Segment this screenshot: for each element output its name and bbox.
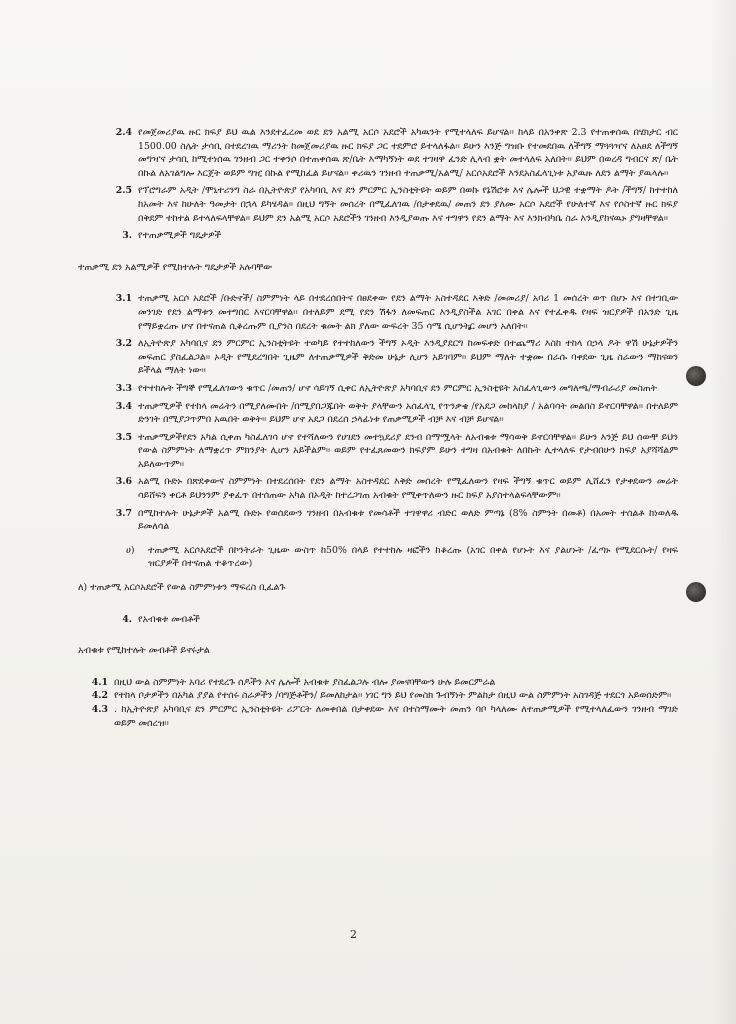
clause-text: አልሚ ቡድኑ በጽደቀውና ስምምነት በተደረሰበት የደን ልማት አስተዳደር እቅድ መሰረት የሚፈለውን የዛፍ ችግኝ ቁጥር ወይም ሊሸፈን የታቀደውን መሬት ሳይሸፍን ቀርቶ ይህንንም ያቀፈጥ በተሰጠው አካል በኦዲት ከተረጋገጠ አብቁት የሚቀጥለውን ዙር ክፍያ አያስተላልፍላቸውም፡፡ — [138, 476, 678, 502]
section-title: የተጠቃሚዎች ግዴታዎች — [138, 230, 222, 242]
clause-text: ተጠቃሚዎችየደን አካል ሲቀጠ ካስፈለገሳ ሆኖ የተሻለውን የሀገደን መተኳደሪያ ደንብ በማሟላት ለአብቁቱ ማሳወቅ ይኖርባቸዋል፡፡ ይሁን እንጅ ይህ ሰውቸ ይህን የውል ስምምነት ለማቋረጥ ምክንያት ሊሆን አይችልም፡፡ ወይም የተፈጸመውን ክፍያም ይሁን ተግዛ በአብቁት ለበኩት ሊተላለፍ የታብበሁን ክፍያ አያሻሻልም አይለውጥም፡፡ — [138, 431, 678, 470]
clause-text: በሚከተሉት ሁኔታዎች አልሚ ቡድኑ የወሰደውን ገንዘብ በአብቁቱ የመሳቶች ተገዋዋሪ ብድር ወለድ ምጣኔ (8% ስምንት በመቶ) በአመት ተሰልቶ ከነወለዱ ይመለሳል — [138, 507, 678, 533]
document-body — [78, 126, 678, 730]
sub-clause-marker: ሀ) — [126, 544, 135, 556]
clause-3-7 — [102, 507, 678, 534]
clause-number: 3.3 — [115, 382, 132, 394]
clause-4-3 — [78, 703, 678, 730]
punch-hole — [686, 582, 706, 602]
heading-text: ተጠቃሚ ደን አልሚዎች የሚከተሉት ግዴታዎች አሉባቸው — [78, 261, 273, 273]
clause-3-3 — [102, 382, 678, 396]
page-fold-shadow — [710, 0, 736, 1024]
clause-2-5 — [102, 184, 678, 225]
clause-text: የመጀመሪያዉ ዙር ክፍያ ይህ ዉል እንደተፈረመ ወደ ደን አልሚ አርሶ አደሮች አካዉንት የሚተላለፍ ይሆናል፡፡ ከላይ በአንቀጽ 2.3 የተጠቀሰዉ በሄክታር ብር 1500.00 ስሌት ታሳቢ በተደረገዉ ማሪንት ከመጀመሪያዉ ዙር ክፍያ ጋር ተደምሮ ይተላለፋል፡፡ ይሁን እንጅ ግዝቡ የተመደበዉ ለችግኝ ማጓጓዣና ለአፀደ ለችግኝ መግዣና ታሳቢ ከሚተነሰዉ ገንዘብ ጋር ተቀንሶ በተጠቀሰዉ ጽ/ቤት እማካኝነት ወደ ተገዛዋ ፈንድ ሊላብ ቋት መተላለፍ አለበት፡፡ ይህም በወረዳ ግብርና ጽ/ ቤት በኩል ለአገልግሎ እርጀት ወይም ግዢ በኩል የሚከፈል ይሆናል፡፡ ቀሪዉን ገንዘብ ተጠቃሚ/አልሚ/ አርሶአደሮች እንደአስፈላጊነቱ አያዉዙ ለደን ልማት ያዉላሉ፡፡ — [138, 127, 678, 179]
sub-clause-b — [78, 581, 678, 595]
clause-4-1 — [78, 676, 678, 690]
intro-text: አብቁቱ የሚከተሉት መብቶች ይኖሩታል — [78, 645, 210, 657]
clause-3-2 — [102, 337, 678, 378]
clause-text: የፕሮግራም አዲት /ሞኒተሪንግ ስራ በኢትዮጵያ የአካባቢ እና ደን ምርምር ኢንስቲትዩት ወይም በወኩ የኔሽሮቱ እና ሌሎች ህጋዊ ተቋማት ዶት /ችግኝ/ ከተተከለ ከአመት እና ከሁለት ዓመታት በኋላ ይካሄዳል፡፡ በዚህ ግኝት መሰረት በሚፈለገዉ /በታቀደዉ/ መጠን ደን ያለሙ አርሶ አደሮች የሁለተኛ እና የሶስተኛ ዙር ክፍያ በቅደም ተከተል ይተላለፍላቸዋል፡፡ ይህም ደን አልሚ አርሶ አደሮችን ገንዘብ እንዲያወጡ እና ተግዋን የደን ልማት እና እንክብካቤ ስራ እንዲያከናዉኑ ያግዛቸዋል፡፡ — [138, 185, 678, 224]
clause-number: 3.6 — [115, 476, 132, 488]
page-number: 2 — [350, 928, 357, 941]
clause-text: ተጠቃሚ አርሶ አደሮች /ቡድኖች/ ስምምነት ላይ በተደረሰበትና በፀደቀው የደን ልማት አስተዳደር እቅድ /መመሪያ/ አባሪ 1 መሰረት ወጥ በሆኑ እና በተገቢው መንገድ የደን ልማቱን መተግበር እናርባቸዋል፡፡ በተለይም ደሚ የደን ሽፋን ለመፍጠር እንዲያስችል አገር በቀል እና የተፈቀዱ የዛፍ ዝርያዎች በአንድ ጊዜ የማይቋረጡ ሆኖ በተናጠል ሲቆረጡም ቢያንስ በደረት ቁመት ልክ ያለው ውፍረት 35 ሳሜ ሲሆንትር መሆን አለበት፡፡ — [138, 293, 678, 332]
section-number: 4. — [122, 613, 132, 625]
section-4-title — [102, 613, 678, 627]
clause-text: ለኢትዮጵያ አካባቢና ደን ምርምር ኢንስቲትዩት ተወካይ የተተከለውን ችግኝ ኦዲት እንዲያደርግ ከመፍቀድ በተጨማሪ እስከ ተከላ በኃላ ዶት ዋሽ ሁኔታዎችን መፍጠር ያስፈልጋል፡፡ ኦዲት የሚደረግበት ጊዜም ለተጠቃሚዎች ቅድመ ሁኔታ ሊሆን አይገባም፡፡ ይህም ማለት ተቋሙ በራሱ ባቀደው ጊዜ ስራውን ማከናወን ይችላል ማለት ነው፡፡ — [138, 338, 678, 377]
clause-text: በዚህ ውል ስምምነት አባሪ የተደረጉ ሰዶችን እና ሌሎች አብቁቱ ያስፈልጋሉ ብሎ ያመናባቸውን ሁሉ ይመርምራል — [114, 676, 496, 688]
clause-number: 3.5 — [115, 431, 132, 443]
clause-number: 3.2 — [115, 338, 132, 350]
clause-number: 3.7 — [115, 507, 132, 519]
clause-number: 4.1 — [91, 676, 108, 688]
clause-text: የተከላ ቦታዎችን በአካል ያያል የተሰሩ ስራዎችን /ባግጅቶችን/ ይመለከታል፡፡ ነገር ግን ይህ የመስክ ጉብኝነት ምልከታ በዚህ ውል ስምምነት አስገዳጅ ተደርጎ አይወሰድም፡፡ — [114, 690, 672, 702]
section-number: 3. — [122, 230, 132, 242]
clause-3-4 — [102, 400, 678, 427]
section-3-title — [102, 229, 678, 243]
section-title: የአብቁቱ መብቶች — [138, 613, 200, 625]
section-4-intro — [78, 644, 678, 658]
clause-text: ተጠቃሚዎች የተከላ መሬትን በሚያለሙበት /በሚያበጋጁበት ወቅት ያላቸውን አሰፈላጊ የጥንቃቄ /የአደጋ መከላከያ / አልባሳት መልበስ ይኖርባቸዋል፡፡ በተለይም ድንገት በሚያጋጥምበ አዉበት ወቅት፡፡ ይህም ሆኖ አደጋ በደረሰ ኃላፊነቱ የጠቃሚዎች ብቻ እና ብቻ ይሆናል፡፡ — [138, 400, 678, 426]
punch-hole — [686, 366, 706, 386]
sub-clause-text: ለ) ተጠቃሚ አርሶአደሮች የውል ስምምነቱን ማፍረስ ቢፈልጉ — [78, 582, 286, 594]
clause-number: 3.4 — [115, 400, 132, 412]
clause-2-4 — [102, 126, 678, 180]
clause-number: 4.3 — [91, 704, 108, 715]
clause-number: 2.4 — [115, 127, 132, 138]
clause-text: . ከኢትዮጵያ አካባቢና ደን ምርምር ኢንስቲትዩት ሪፖርት ለመቀበል በታቀደው እና በተስማሙት መጠን ባቦ ካላለሙ ለተጠቃሚዎች የሚተላለፈውን ገንዘብ ማገድ ወይም መሰረዝ፡፡ — [114, 704, 678, 729]
sub-clause-text: ተጠቃሚ አርሶአደሮች በኮንትራት ጊዜው ውስጥ ከ50% በላይ የተተከሉ ዛፎችን ከቆረጡ (አገር በቀል የሆኑት እና ያልሆኑት /ፈጣኑ የሚደርሱት/ የዛፍ ዝርያዎች በተናጠል ተቆጥረው) — [148, 544, 678, 570]
clause-3-1 — [102, 292, 678, 333]
clause-number: 4.2 — [91, 690, 108, 702]
clause-text: የተተከሉት ችግኞ የሚፈለገውን ቁጥር /መጠን/ ሆኖ ሳይገኝ ሲቀር ለኢትዮጵያ አካባቢና ደን ምርምር ኢንስቲዩት አስፈላጊውን መግለጫ/ማብራሪያ መስጠት — [138, 382, 657, 394]
clause-number: 2.5 — [115, 185, 132, 197]
clause-3-6 — [102, 475, 678, 502]
clause-3-5 — [102, 431, 678, 472]
sub-clause-a — [102, 544, 678, 571]
clause-number: 3.1 — [115, 293, 132, 305]
clause-4-2 — [78, 689, 678, 703]
section-intro-heading — [78, 261, 678, 275]
